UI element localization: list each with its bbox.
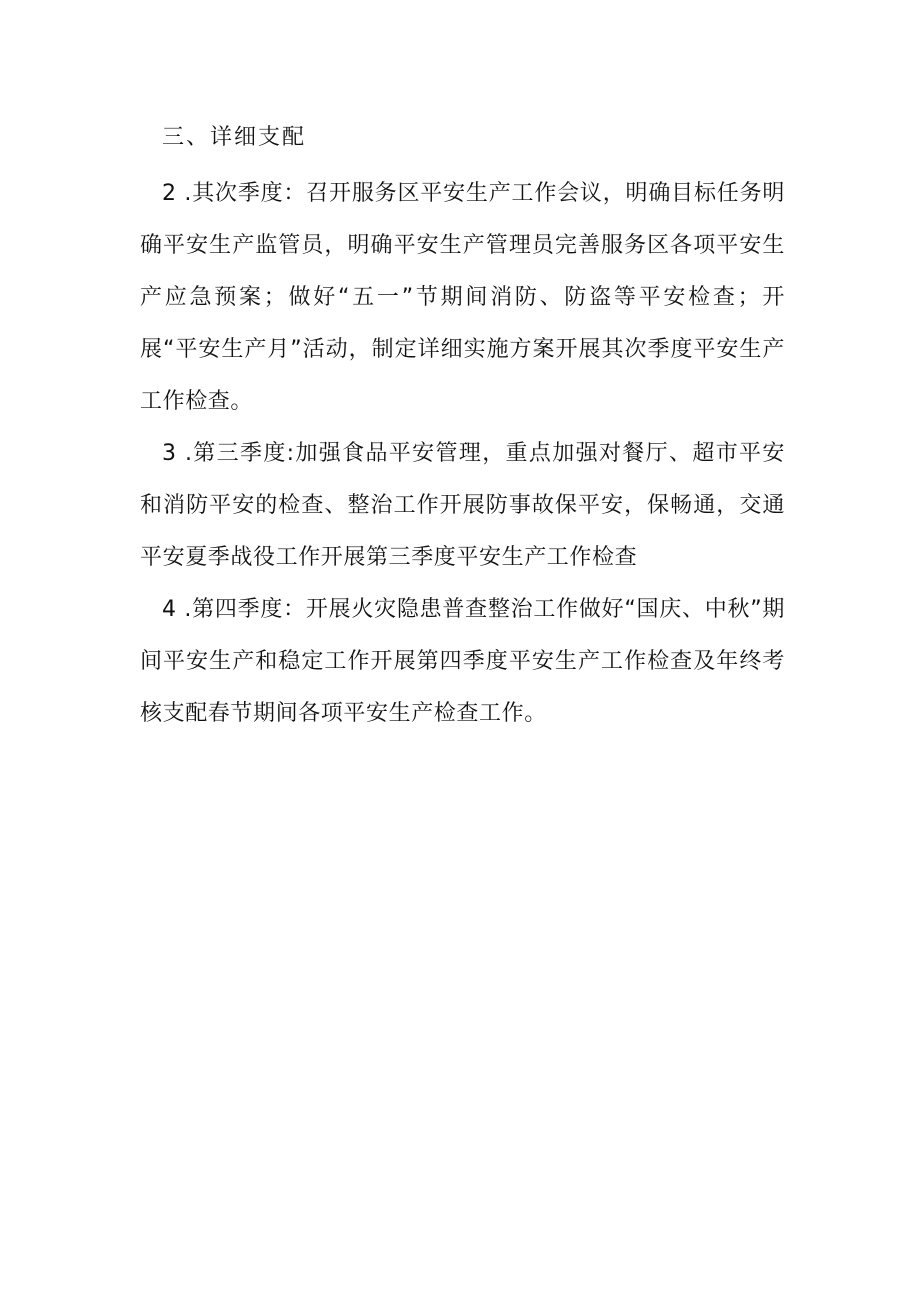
paragraph-q4: 4 .第四季度：开展火灾隐患普查整治工作做好“国庆、中秋”期间平安生产和稳定工作开展第四季度平安生产工作检查及年终考核支配春节期间各项平安生产检查工作。 (140, 597, 785, 726)
paragraph-q2: 2 .其次季度：召开服务区平安生产工作会议，明确目标任务明确平安生产监管员，明确平安生产管理员完善服务区各项平安生产应急预案；做好“五一”节期间消防、防盗等平安检查；开展“平安生产月”活动，制定详细实施方案开展其次季度平安生产工作检查。 (140, 181, 785, 414)
section-heading: 三、详细支配 (162, 125, 307, 150)
document-body (140, 118, 785, 740)
paragraph-q3: 3 .第三季度:加强食品平安管理，重点加强对餐厅、超市平安和消防平安的检查、整治工作开展防事故保平安，保畅通，交通平安夏季战役工作开展第三季度平安生产工作检查 (140, 441, 785, 570)
